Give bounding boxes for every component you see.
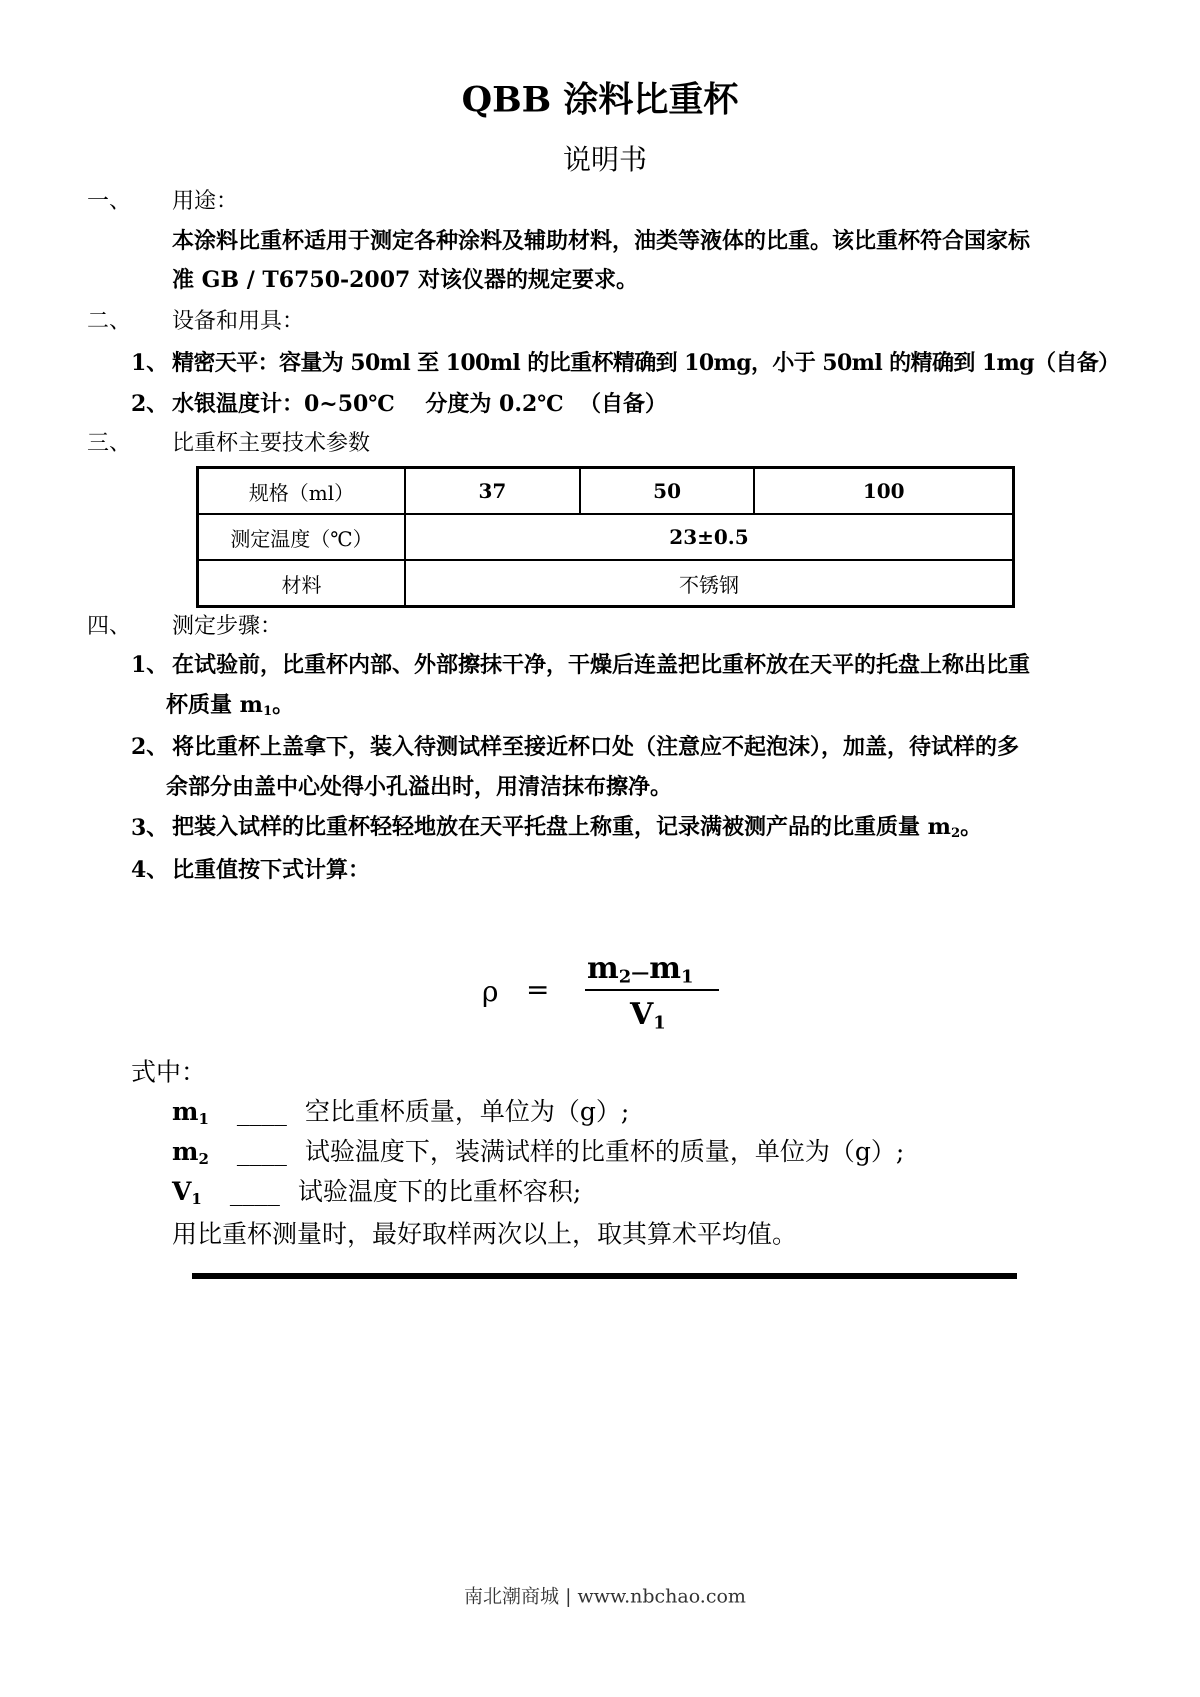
doc-title: QBB 涂料比重杯 (461, 79, 739, 121)
definition: $m_1$ ____ 空比重杯质量，单位为（g）; (172, 1097, 630, 1128)
formula-equals: = (526, 973, 550, 1006)
section-2-heading: 设备和用具： (172, 309, 305, 334)
step-text: 比重值按下式计算： (172, 857, 371, 883)
separator-line (192, 1273, 1017, 1279)
step-number: 4、 (131, 857, 169, 883)
table-cell: 50 (580, 468, 755, 515)
equipment-item: 精密天平：容量为 50ml 至 100ml 的比重杯精确到 10mg，小于 50ml 的精确到 1mg（自备） (172, 350, 1120, 376)
doc-subtitle: 说明书 (562, 143, 647, 176)
section-1-body-line: 本涂料比重杯适用于测定各种涂料及辅助材料，油类等液体的比重。该比重杯符合国家标 (172, 228, 1031, 254)
fraction-bar (585, 989, 719, 991)
table-row (198, 514, 1014, 560)
step-text: 余部分由盖中心处得小孔溢出时，用清洁抹布擦净。 (166, 774, 673, 800)
section-3-number: 三、 (87, 431, 132, 456)
step-text: 杯质量 $m_1$。 (166, 691, 295, 720)
definition: $V_1$ ____ 试验温度下的比重杯容积; (172, 1177, 582, 1208)
section-1-heading: 用途： (172, 189, 239, 214)
section-4-heading: 测定步骤： (172, 614, 283, 639)
table-cell: 100 (754, 468, 1013, 515)
step-text: 将比重杯上盖拿下，装入待测试样至接近杯口处（注意应不起泡沫），加盖，待试样的多 (172, 734, 1020, 760)
step-text: 把装入试样的比重杯轻轻地放在天平托盘上称重，记录满被测产品的比重质量 $m_2$。 (172, 813, 983, 842)
table-cell: 37 (405, 468, 580, 515)
table-row (198, 468, 1014, 515)
step-number: 2、 (131, 734, 169, 760)
table-cell: 规格（ml） (198, 468, 406, 515)
table-cell: 材料 (198, 560, 406, 607)
table-cell: 测定温度（℃） (198, 514, 406, 560)
equipment-item-number: 1、 (131, 350, 169, 376)
section-2-number: 二、 (87, 309, 132, 334)
where-label: 式中： (131, 1057, 207, 1087)
section-1-body-line: 准 GB / T6750-2007 对该仪器的规定要求。 (172, 267, 639, 293)
section-4-number: 四、 (87, 614, 132, 639)
table-row (198, 560, 1014, 607)
footer-watermark: 南北潮商城 | www.nbchao.com (464, 1585, 746, 1608)
measurement-note: 用比重杯测量时，最好取样两次以上，取其算术平均值。 (172, 1219, 798, 1249)
step-text: 在试验前，比重杯内部、外部擦抹干净，干燥后连盖把比重杯放在天平的托盘上称出比重 (172, 652, 1031, 678)
table-cell: 不锈钢 (405, 560, 1014, 607)
formula-denominator: $V_1$ (630, 996, 666, 1034)
formula-rho: ρ (482, 975, 499, 1008)
step-number: 1、 (131, 652, 169, 678)
step-number: 3、 (131, 815, 169, 841)
section-3-heading: 比重杯主要技术参数 (172, 431, 371, 456)
spec-table (196, 466, 1015, 608)
definition: $m_2$ ____ 试验温度下，装满试样的比重杯的质量，单位为（g）; (172, 1137, 905, 1168)
equipment-item: 水银温度计：0~50℃ 分度为 0.2℃ （自备） (172, 391, 667, 417)
table-cell: 23±0.5 (405, 514, 1014, 560)
equipment-item-number: 2、 (131, 391, 169, 417)
section-1-number: 一、 (87, 189, 132, 214)
formula-numerator: $m_2—m_1$ (587, 950, 694, 988)
